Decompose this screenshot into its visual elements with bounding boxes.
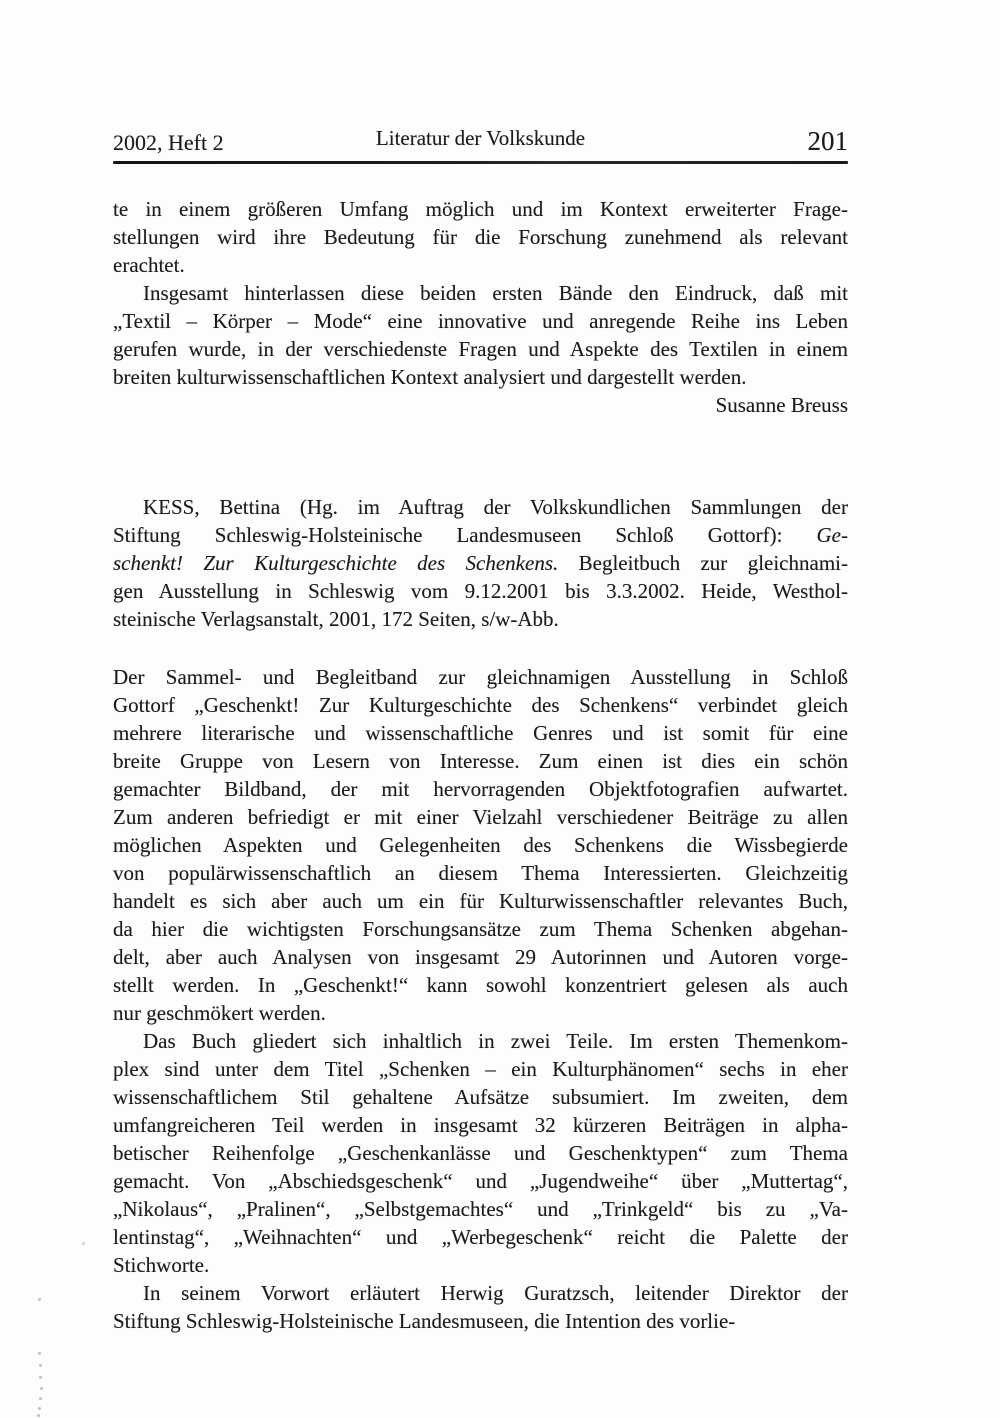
italic-text-segment: Ge- <box>816 523 848 547</box>
text-line <box>113 605 848 633</box>
text-line <box>113 1139 848 1167</box>
text-line <box>113 1307 848 1335</box>
text-segment: KESS, Bettina (Hg. im Auftrag der Volkskundlichen Sammlungen der <box>143 495 848 519</box>
text-line <box>113 915 848 943</box>
header-section-title: Literatur der Volkskunde <box>375 126 586 150</box>
text-line <box>113 719 848 747</box>
text-segment: stellt werden. In „Geschenkt!“ kann sowohl konzentriert gelesen als auch <box>113 973 848 997</box>
text-segment: handelt es sich aber auch um ein für Kulturwissenschaftler relevantes Buch, <box>113 889 848 913</box>
text-line <box>113 691 848 719</box>
scan-artifact-dot <box>39 1376 42 1379</box>
text-line <box>113 493 848 521</box>
scan-artifact-dot <box>39 1397 42 1400</box>
text-segment: Das Buch gliedert sich inhaltlich in zwei Teile. Im ersten Themenkom- <box>143 1029 848 1053</box>
text-segment: Gottorf „Geschenkt! Zur Kulturgeschichte des Schenkens“ verbindet gleich <box>113 693 848 717</box>
text-segment: Begleitbuch zur gleichnami- <box>558 551 848 575</box>
text-segment: da hier die wichtigsten Forschungsansätze zum Thema Schenken abgehan- <box>113 917 848 941</box>
text-segment: umfangreicheren Teil werden in insgesamt 32 kürzeren Beiträgen in alpha- <box>113 1113 848 1137</box>
text-segment: „Textil – Körper – Mode“ eine innovative und anregende Reihe ins Leben <box>113 309 848 333</box>
header-rule <box>113 161 848 164</box>
text-segment: Stichworte. <box>113 1253 210 1277</box>
text-line <box>113 663 848 691</box>
text-line <box>113 251 848 279</box>
text-column <box>113 126 848 1335</box>
text-line <box>113 999 848 1027</box>
text-line <box>113 391 848 419</box>
text-segment: steinische Verlagsanstalt, 2001, 172 Seiten, s/w-Abb. <box>113 607 559 631</box>
text-segment: betischer Reihenfolge „Geschenkanlässe und Geschenktypen“ zum Thema <box>113 1141 848 1165</box>
section-bibliographic-entry <box>113 493 848 633</box>
text-segment: stellungen wird ihre Bedeutung für die Forschung zunehmend als relevant <box>113 225 848 249</box>
scan-artifact-dot <box>38 1407 41 1410</box>
text-line <box>113 549 848 577</box>
text-segment: breite Gruppe von Lesern von Interesse. Zum einen ist dies ein schön <box>113 749 848 773</box>
paragraph-textil-summary <box>113 279 848 391</box>
text-segment: delt, aber auch Analysen von insgesamt 29 Autorinnen und Autoren vorge- <box>113 945 848 969</box>
text-line <box>113 1279 848 1307</box>
text-line <box>113 223 848 251</box>
text-line <box>113 335 848 363</box>
text-line <box>113 831 848 859</box>
text-line <box>113 971 848 999</box>
text-segment: In seinem Vorwort erläutert Herwig Guratzsch, leitender Direktor der <box>143 1281 848 1305</box>
section-review-conclusion <box>113 195 848 419</box>
scan-artifact-dot <box>82 1242 85 1245</box>
scan-artifact-dot <box>38 1298 41 1301</box>
text-line <box>113 1223 848 1251</box>
text-segment: Susanne Breuss <box>715 393 848 417</box>
text-line <box>113 1167 848 1195</box>
text-segment: te in einem größeren Umfang möglich und im Kontext erweiterter Frage- <box>113 197 848 221</box>
text-segment: gerufen wurde, in der verschiedenste Fragen und Aspekte des Textilen in einem <box>113 337 848 361</box>
text-line <box>113 279 848 307</box>
scan-artifact-dot <box>38 1352 41 1355</box>
text-segment: plex sind unter dem Titel „Schenken – ein Kulturphänomen“ sechs in eher <box>113 1057 848 1081</box>
text-segment: möglichen Aspekten und Gelegenheiten des Schenkens die Wissbegierde <box>113 833 848 857</box>
text-segment: Stiftung Schleswig-Holsteinische Landesmuseen Schloß Gottorf): <box>113 523 817 547</box>
text-line <box>113 1251 848 1279</box>
text-line <box>113 747 848 775</box>
text-line <box>113 803 848 831</box>
text-line <box>113 1195 848 1223</box>
text-segment: Zum anderen befriedigt er mit einer Vielzahl verschiedener Beiträge zu allen <box>113 805 848 829</box>
text-line <box>113 577 848 605</box>
text-segment: breiten kulturwissenschaftlichen Kontext analysiert und dargestellt werden. <box>113 365 747 389</box>
text-segment: gemacht. Von „Abschiedsgeschenk“ und „Jugendweihe“ über „Muttertag“, <box>113 1169 848 1193</box>
text-line <box>113 943 848 971</box>
text-segment: erachtet. <box>113 253 185 277</box>
section-review-body <box>113 663 848 1335</box>
text-line <box>113 775 848 803</box>
text-segment: lentinstag“, „Weihnachten“ und „Werbegeschenk“ reicht die Palette der <box>113 1225 848 1249</box>
text-line <box>113 1111 848 1139</box>
text-segment: Der Sammel- und Begleitband zur gleichnamigen Ausstellung in Schloß <box>113 665 848 689</box>
running-header <box>113 126 848 156</box>
text-segment: gen Ausstellung in Schleswig vom 9.12.2001 bis 3.3.2002. Heide, Westhol- <box>113 579 848 603</box>
paragraph-book-structure <box>113 1027 848 1279</box>
text-line <box>113 1083 848 1111</box>
text-segment: nur geschmökert werden. <box>113 1001 326 1025</box>
text-segment: wissenschaftlichem Stil gehaltene Aufsätze subsumiert. Im zweiten, dem <box>113 1085 848 1109</box>
text-line <box>113 307 848 335</box>
text-segment: „Nikolaus“, „Pralinen“, „Selbstgemachtes“ und „Trinkgeld“ bis zu „Va- <box>113 1197 848 1221</box>
page-number: 201 <box>807 126 848 156</box>
text-line <box>113 1027 848 1055</box>
paragraph-vorwort <box>113 1279 848 1335</box>
text-line <box>113 363 848 391</box>
text-segment: gemachter Bildband, der mit hervorragenden Objektfotografien aufwartet. <box>113 777 848 801</box>
italic-text-segment: schenkt! Zur Kulturgeschichte des Schenkens. <box>113 551 559 575</box>
text-segment: von populärwissenschaftlich an diesem Thema Interessierten. Gleichzeitig <box>113 861 848 885</box>
text-line <box>113 195 848 223</box>
text-line <box>113 1055 848 1083</box>
scan-artifact-dot <box>39 1364 42 1367</box>
paragraph-review-intro <box>113 663 848 1027</box>
paragraph-textil-context <box>113 195 848 279</box>
scan-artifact-dot <box>40 1387 43 1390</box>
header-issue: 2002, Heft 2 <box>113 130 224 155</box>
paragraph-bibliographic-entry <box>113 493 848 633</box>
text-line <box>113 521 848 549</box>
text-segment: mehrere literarische und wissenschaftliche Genres und ist somit für eine <box>113 721 848 745</box>
text-segment: Insgesamt hinterlassen diese beiden ersten Bände den Eindruck, daß mit <box>143 281 848 305</box>
text-line <box>113 859 848 887</box>
text-segment: Stiftung Schleswig-Holsteinische Landesmuseen, die Intention des vorlie- <box>113 1309 736 1333</box>
reviewer-signature <box>113 391 848 419</box>
scan-artifact-dot <box>37 1414 40 1417</box>
text-line <box>113 887 848 915</box>
